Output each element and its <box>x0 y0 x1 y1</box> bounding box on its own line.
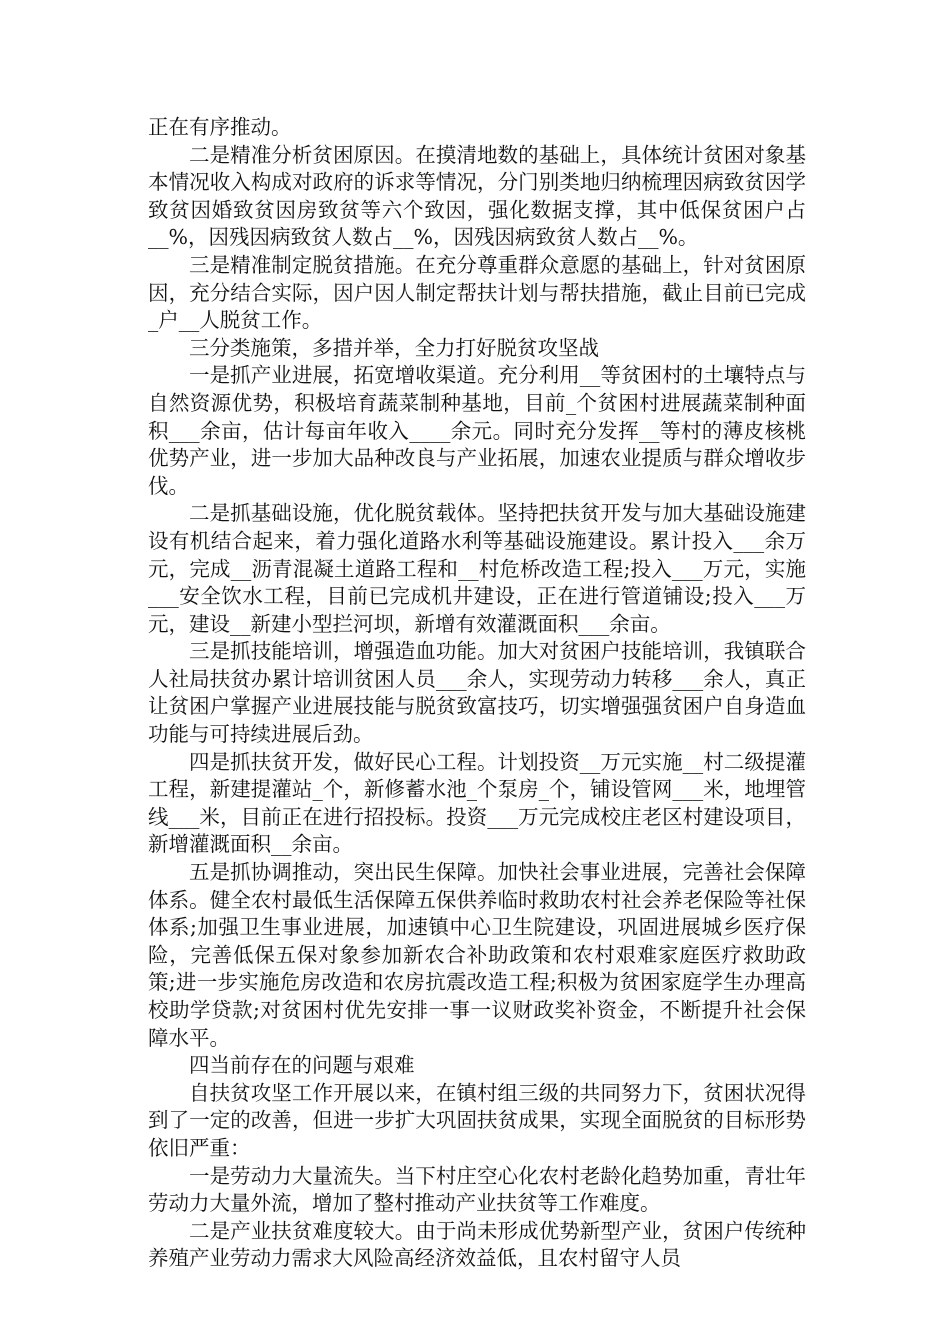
paragraph-training: 三是抓技能培训，增强造血功能。加大对贫困户技能培训，我镇联合人社局扶贫办累计培训贫困人员___余人，实现劳动力转移___余人，真正让贫困户掌握产业进展技能与脱贫致富技巧，切实增强强贫困户自身造血功能与可持续进展后劲。 <box>148 639 806 747</box>
paragraph-poverty-causes: 二是精准分析贫困原因。在摸清地数的基础上，具体统计贫困对象基本情况收入构成对政府的诉求等情况，分门别类地归纳梳理因病致贫因学致贫因婚致贫因房致贫等六个致因，强化数据支撑，其中低保贫困户占__%，因残因病致贫人数占__%，因残因病致贫人数占__%。 <box>148 142 806 250</box>
paragraph-industry: 一是抓产业进展，拓宽增收渠道。充分利用__等贫困村的土壤特点与自然资源优势，积极培育蔬菜制种基地，目前_个贫困村进展蔬菜制种面积___余亩，估计每亩年收入____余元。同时充分发挥__等村的薄皮核桃优势产业，进一步加大品种改良与产业拓展，加速农业提质与群众增收步伐。 <box>148 363 806 498</box>
paragraph-overview: 自扶贫攻坚工作开展以来，在镇村组三级的共同努力下，贫困状况得到了一定的改善，但进一步扩大巩固扶贫成果，实现全面脱贫的目标形势依旧严重： <box>148 1080 806 1160</box>
document-page <box>148 114 806 1273</box>
paragraph-continuation: 正在有序推动。 <box>148 115 292 139</box>
paragraph-infrastructure: 二是抓基础设施，优化脱贫载体。坚持把扶贫开发与加大基础设施建设有机结合起来，着力强化道路水利等基础设施建设。累计投入___余万元，完成__沥青混凝土道路工程和__村危桥改造工程;投入___万元，实施___安全饮水工程，目前已完成机井建设，正在进行管道铺设;投入___万元，建设__新建小型拦河坝，新增有效灌溉面积___余亩。 <box>148 501 806 636</box>
paragraph-labor-loss: 一是劳动力大量流失。当下村庄空心化农村老龄化趋势加重，青壮年劳动力大量外流，增加了整村推动产业扶贫等工作难度。 <box>148 1163 806 1216</box>
paragraph-poverty-measures: 三是精准制定脱贫措施。在充分尊重群众意愿的基础上，针对贫困原因，充分结合实际，因户因人制定帮扶计划与帮扶措施，截止目前已完成_户__人脱贫工作。 <box>148 252 806 333</box>
paragraph-development: 四是抓扶贫开发，做好民心工程。计划投资__万元实施__村二级提灌工程，新建提灌站_个，新修蓄水池_个泵房_个，铺设管网___米，地埋管线___米，目前正在进行招投标。投资___万元完成校庄老区村建设项目，新增灌溉面积__余亩。 <box>148 749 806 857</box>
paragraph-livelihood: 五是抓协调推动，突出民生保障。加快社会事业进展，完善社会保障体系。健全农村最低生活保障五保供养临时救助农村社会养老保险等社保体系;加强卫生事业进展，加速镇中心卫生院建设，巩固进展城乡医疗保险，完善低保五保对象参加新农合补助政策和农村艰难家庭医疗救助政策;进一步实施危房改造和农房抗震改造工程;积极为贫困家庭学生办理高校助学贷款;对贫困村优先安排一事一议财政奖补资金，不断提升社会保障水平。 <box>148 860 806 1050</box>
section-heading-3: 三分类施策，多措并举，全力打好脱贫攻坚战 <box>189 335 599 360</box>
paragraph-industry-difficulty: 二是产业扶贫难度较大。由于尚未形成优势新型产业，贫困户传统种养殖产业劳动力需求大风险高经济效益低，且农村留守人员 <box>148 1218 806 1271</box>
section-heading-4: 四当前存在的问题与艰难 <box>189 1053 415 1078</box>
